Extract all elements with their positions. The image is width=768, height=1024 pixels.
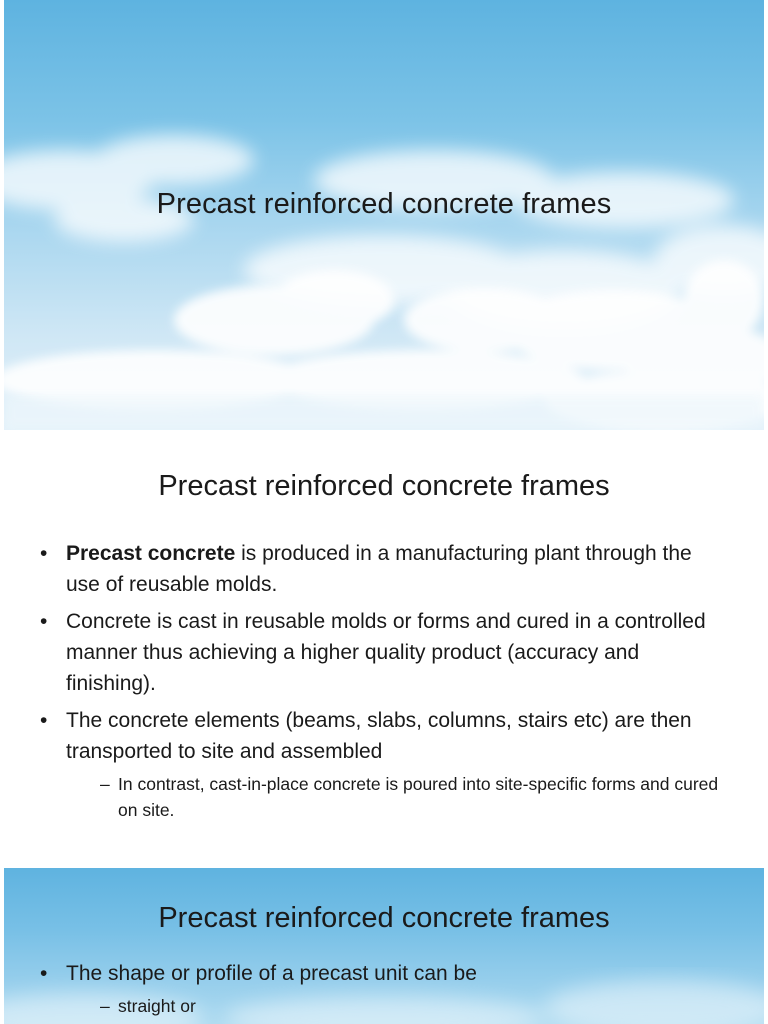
bullet-item — [40, 705, 730, 823]
sub-bullet-text: In contrast, cast-in-place concrete is poured into site-specific forms and cured on site. — [118, 774, 719, 820]
bullet-bold-term: Precast concrete — [66, 542, 236, 565]
slide-1-title: Precast reinforced concrete frames — [156, 188, 612, 220]
slide-2 — [4, 430, 764, 868]
bullet-text: Concrete is cast in reusable molds or forms and cured in a controlled manner thus achieving a higher quality product (accuracy and finishing). — [66, 610, 706, 695]
slide-3-title: Precast reinforced concrete frames — [158, 902, 610, 934]
slide-1-sky-background — [4, 0, 764, 430]
slide-2-bullet-list — [40, 538, 730, 829]
bullet-dot: • — [40, 610, 48, 633]
sub-bullet-item — [66, 993, 730, 1019]
sub-bullet-dash: – — [100, 996, 110, 1016]
bullet-text: The concrete elements (beams, slabs, columns, stairs etc) are then transported to site and assembled — [66, 709, 692, 763]
slide-2-title: Precast reinforced concrete frames — [158, 470, 610, 502]
bullet-item — [40, 958, 730, 1019]
bullet-dot: • — [40, 709, 48, 732]
bullet-item — [40, 538, 730, 600]
bullet-dot: • — [40, 542, 48, 565]
bullet-text: The shape or profile of a precast unit can be — [66, 962, 477, 985]
bullet-item — [40, 606, 730, 699]
sub-bullet-dash: – — [100, 774, 110, 794]
slide-3-sky-background — [4, 868, 764, 1024]
sub-bullet-item — [66, 771, 730, 823]
slide-3-bullet-list — [40, 958, 730, 1024]
bullet-text: is produced in a manufacturing plant through the use of reusable molds. — [66, 542, 692, 596]
sub-bullet-text: straight or — [118, 996, 196, 1016]
bullet-dot: • — [40, 962, 48, 985]
